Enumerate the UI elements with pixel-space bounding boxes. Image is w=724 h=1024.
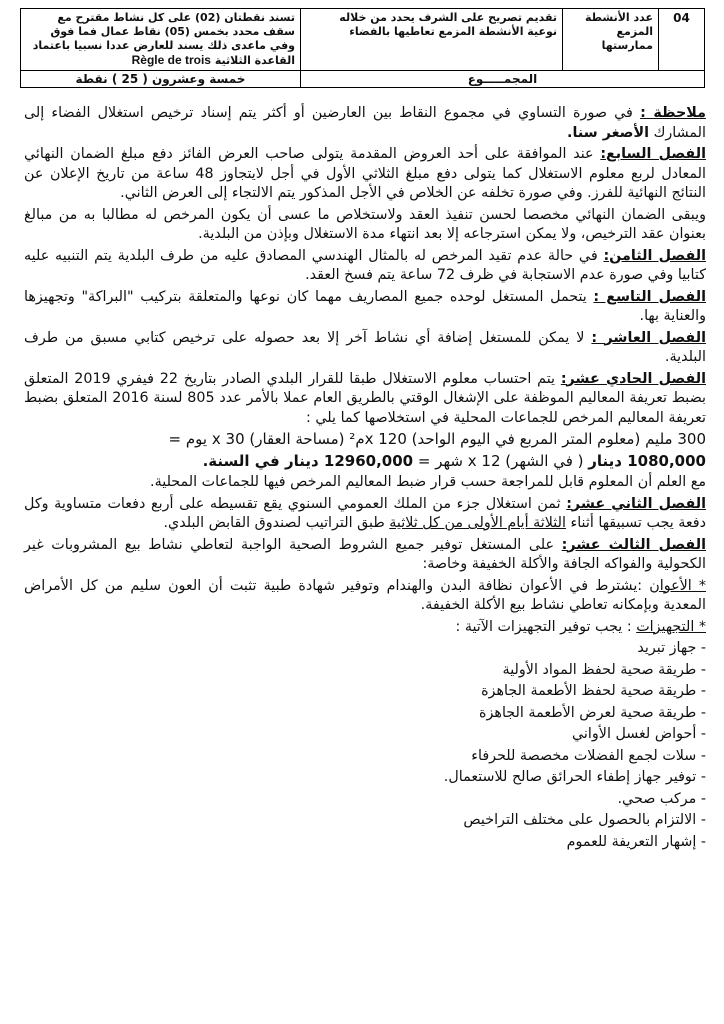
statement-cell: تقديم تصريح على الشرف يحدد من خلاله نوعية الأنشطة المزمع تعاطيها بالفضاء (301, 9, 563, 71)
scoring-cell (21, 9, 301, 71)
section-8 (24, 247, 706, 286)
section-11 (24, 370, 706, 429)
section-10-title: الفصل العاشر : (591, 329, 706, 346)
document-body (24, 104, 706, 854)
section-7-continued: ويبقى الضمان النهائي مخصصا لحسن تنفيذ العقد ولاستخلاص ما عسى أن يكون المرخص له مطالبا به من مبالغ بعنوان عقد الترخيص، ولا يمكن استرجاعه إلا بعد انتهاء مدة الاستغلال وبإذن من البلدية. (24, 206, 706, 242)
list-item: - توفير جهاز إطفاء الحرائق صالح للاستعمال. (443, 769, 706, 785)
equipment-text: : يجب توفير التجهيزات الآتية : (455, 618, 632, 635)
list-item: - أحواض لغسل الأواني (572, 726, 706, 742)
fee-calculation-line-1: 300 مليم (معلوم المتر المربع في اليوم الواحد) x 120م² (مساحة العقار) x 30 يوم = (168, 430, 706, 448)
section-7-title: الفصل السابع: (600, 146, 706, 162)
section-9 (24, 288, 706, 327)
agents-label: * الأعوان (649, 577, 707, 594)
section-13-title: الفصل الثالث عشر: (561, 536, 706, 553)
list-item: - طريقة صحية لحفظ الأطعمة الجاهزة (481, 683, 706, 699)
section-8-title: الفصل الثامن: (603, 247, 707, 264)
section-10 (24, 329, 706, 368)
section-9-text: يتحمل المستغل لوحده جميع المصاريف مهما كان نوعها والمتعلقة بتركيب "البراكة" وتجهيزها والعناية بها. (24, 288, 706, 324)
equipment-paragraph (24, 618, 706, 638)
scoring-latin-text: Règle de trois (131, 53, 211, 67)
section-8-text: في حالة عدم تقيد المرخص له بالمثال الهندسي المصادق عليه من طرف البلدية يتم التنبيه عليه كتابيا وفي صورة عدم الاستجابة في ظرف 72 ساعة يتم فسخ العقد. (24, 247, 706, 283)
list-item: - طريقة صحية لحفظ المواد الأولية (502, 661, 706, 678)
list-item: - مركب صحي. (617, 790, 706, 807)
note-emphasis: الأصغر سنا. (567, 124, 650, 141)
section-7-text: عند الموافقة على أحد العروض المقدمة يتولى صاحب العرض الفائز دفع مبلغ الضمان النهائي المعادل لربع معلوم الاستغلال كما يتولى دفع مبلغ الثلاثي الأول في أجل لايتجاوز 48 ساعة من تاريخ الإعلان عن النتائج النهائية للفرز. وفي صورة تخلفه عن الخلاص في الأجل المذكور يتم الالتجاء إلى العرض الثاني. (24, 146, 707, 201)
section-12-underlined: الثلاثة أيام الأولى من كل ثلاثية (389, 515, 566, 531)
agents-text: :يشترط في الأعوان نظافة البدن والهندام وتوفير شهادة طبية تثبت أن العون سليم من كل الأمراض المعدية وبإمكانه تعاطي نشاط بيع الأكلة الخفيفة. (24, 577, 706, 613)
scoring-table (20, 8, 705, 88)
list-item: - إشهار التعريفة للعموم (566, 833, 706, 850)
section-12-text-a: ثمن استغلال جزء من الملك العمومي السنوي يقع تقسيطه على أربع دفعات متساوية وكل دفعة يجب تسبيقها أثناء (24, 495, 706, 531)
list-item: - سلات لجمع الفضلات مخصصة للحرفاء (471, 747, 706, 764)
section-11-title: الفصل الحادي عشر: (560, 370, 706, 387)
section-13-text: على المستغل توفير جميع الشروط الصحية الواجبة لتعاطي نشاط بيع المشروبات غير الكحولية والفواكه الجافة والأكلة الخفيفة وخاصة: (24, 536, 706, 572)
fee-footnote: مع العلم أن المعلوم قابل للمراجعة حسب قرار ضبط المعاليم المرخص فيها للجماعات المحلية. (150, 474, 706, 490)
section-10-text: لا يمكن للمستغل إضافة أي نشاط آخر إلا بعد حصوله على ترخيص كتابي مسبق من طرف البلدية. (24, 329, 706, 365)
total-label-cell: المجمـــــوع (301, 71, 705, 88)
total-value-cell: خمسة وعشرون ( 25 ) نقطة (21, 71, 301, 88)
section-12-title: الفصل الثاني عشر: (566, 495, 707, 512)
list-item: - الالتزام بالحصول على مختلف التراخيص (463, 812, 706, 828)
row-number-cell: 04 (659, 9, 705, 71)
agents-paragraph (24, 577, 706, 616)
section-12-text-b: طبق التراتيب لصندوق القابض البلدي. (163, 515, 385, 531)
note-text: في صورة التساوي في مجموع النقاط بين العارضين أو أكثر يتم إسناد ترخيص استغلال الفضاء إلى المشارك (24, 105, 706, 141)
section-11-text: يتم احتساب معلوم الاستغلال طبقا للقرار البلدي الصادر بتاريخ 22 فيفري 2019 المتعلق بضبط تعريفة المعاليم الموظفة على الإشغال الوقتي بالطريق العام عملا بالأمر عدد 805 لسنة 2016 المتعلق بضبط تعريفة المعاليم المرخص للجماعات المحلية في استخلاصها كما يلي : (24, 370, 706, 426)
section-7 (24, 145, 706, 204)
equipment-list (24, 639, 706, 852)
equipment-label: * التجهيزات (636, 618, 706, 635)
list-item: - طريقة صحية لعرض الأطعمة الجاهزة (479, 704, 706, 721)
note-paragraph (24, 104, 706, 143)
section-12 (24, 495, 706, 534)
fee-calculation-line-2 (24, 452, 706, 472)
annual-fee: 12960,000 دينار في السنة. (202, 451, 414, 470)
section-9-title: الفصل التاسع : (593, 288, 706, 305)
note-label: ملاحظة : (640, 105, 706, 121)
section-13 (24, 536, 706, 575)
activity-count-cell: عدد الأنشطة المزمع ممارستها (563, 9, 659, 71)
table-row (21, 9, 705, 71)
fee-multiplier: ( في الشهر) x 12 شهر = (417, 451, 584, 470)
scoring-text: تسند نقطتان (02) على كل نشاط مقترح مع سقف محدد بخمس (05) نقاط عمال فما فوق وفي ماعدى ذلك يسند للعارض عددا نسبيا باعتماد القاعدة الثلاثية (32, 11, 295, 67)
list-item: - جهاز تبريد (637, 640, 706, 656)
total-row (21, 71, 705, 88)
monthly-fee: 1080,000 دينار (588, 451, 706, 470)
